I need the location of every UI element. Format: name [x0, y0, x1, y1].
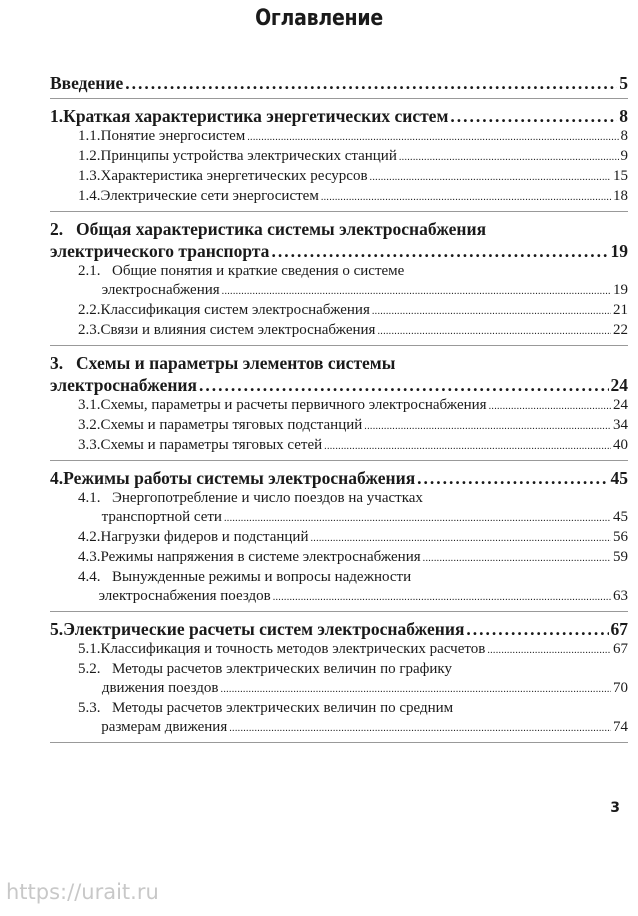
section-number: 1.2.: [78, 148, 101, 164]
section-title: Нагрузки фидеров и подстанций: [100, 529, 309, 545]
section-number: 5.2.: [78, 661, 101, 677]
chapter-number: 2.: [50, 219, 64, 239]
toc-section[interactable]: [50, 528, 628, 548]
section-title: Электрические сети энергосистем: [100, 188, 319, 204]
chapter-page: 67: [610, 619, 628, 639]
section-title: Вынужденные режимы и вопросы надежности: [112, 569, 412, 585]
section-page: 21: [613, 302, 628, 318]
leader-dots: [399, 147, 619, 167]
leader-dots: [125, 72, 617, 94]
section-number: 2.1.: [78, 263, 101, 279]
chapter-page: 24: [610, 375, 628, 395]
section-number: 1.4.: [78, 188, 101, 204]
section-title: Общие понятия и краткие сведения о системе: [112, 263, 405, 279]
section-title: Характеристика энергетических ресурсов: [100, 168, 368, 184]
section-title: Классификация систем электроснабжения: [100, 302, 370, 318]
toc-section[interactable]: [50, 301, 628, 321]
section-title: Энергопотребление и число поездов на участках: [112, 490, 423, 506]
section-number: 2.3.: [78, 322, 101, 338]
toc-section[interactable]: [50, 262, 628, 301]
chapter-title[interactable]: Электрические расчеты систем электроснабжения: [63, 619, 465, 639]
toc-section[interactable]: [50, 127, 628, 147]
section-title: Классификация и точность методов электрических расчетов: [100, 641, 486, 657]
section-page: 74: [613, 719, 628, 735]
toc-section[interactable]: [50, 416, 628, 436]
section-number: 4.4.: [78, 569, 101, 585]
section-title: Схемы и параметры тяговых сетей: [100, 437, 323, 453]
toc-intro: [50, 72, 628, 99]
leader-dots: [271, 240, 608, 262]
leader-dots: [377, 321, 611, 341]
chapter-number: 4.: [50, 468, 64, 488]
section-page: 45: [613, 509, 628, 525]
leader-dots: [222, 281, 611, 301]
toc-section[interactable]: [50, 396, 628, 416]
leader-dots: [224, 508, 611, 528]
leader-dots: [370, 167, 611, 187]
section-title: движения поездов: [101, 680, 219, 696]
toc-section[interactable]: [50, 568, 628, 607]
leader-dots: [364, 416, 611, 436]
chapter-title[interactable]: электрического транспорта: [50, 241, 270, 261]
section-page: 15: [613, 168, 628, 184]
chapter-page: 45: [610, 468, 628, 488]
leader-dots: [321, 187, 611, 207]
section-number: 2.2.: [78, 302, 101, 318]
chapter-title[interactable]: Общая характеристика системы электроснабжения: [76, 219, 487, 239]
section-page: 9: [620, 148, 628, 164]
section-number: 5.3.: [78, 700, 101, 716]
chapter-number: 3.: [50, 353, 64, 373]
toc-section[interactable]: [50, 489, 628, 528]
section-number: 3.1.: [78, 397, 101, 413]
section-number: 3.2.: [78, 417, 101, 433]
leader-dots: [310, 528, 611, 548]
section-number: 1.1.: [78, 128, 101, 144]
toc-section[interactable]: [50, 548, 628, 568]
table-of-contents: [50, 72, 628, 749]
chapter-title[interactable]: электроснабжения: [50, 375, 197, 395]
section-page: 19: [613, 282, 628, 298]
leader-dots: [466, 618, 608, 640]
toc-section[interactable]: [50, 436, 628, 456]
section-page: 34: [613, 417, 628, 433]
leader-dots: [487, 640, 611, 660]
leader-dots: [489, 396, 611, 416]
chapter-title[interactable]: Схемы и параметры элементов системы: [76, 353, 396, 373]
section-title: транспортной сети: [101, 509, 222, 525]
toc-section[interactable]: [50, 660, 628, 699]
section-title: размерам движения: [101, 719, 228, 735]
leader-dots: [324, 436, 611, 456]
section-page: 63: [613, 588, 628, 604]
page-number: 3: [610, 800, 620, 816]
section-title: электроснабжения поездов: [98, 588, 271, 604]
section-page: 22: [613, 322, 628, 338]
section-page: 59: [613, 549, 628, 565]
leader-dots: [247, 127, 618, 147]
section-number: 4.3.: [78, 549, 101, 565]
section-title: Методы расчетов электрических величин по средним: [112, 700, 454, 716]
chapter-page: 8: [619, 106, 628, 126]
section-title: Режимы напряжения в системе электроснабжения: [100, 549, 421, 565]
section-number: 3.3.: [78, 437, 101, 453]
toc-section[interactable]: [50, 699, 628, 738]
section-title: Схемы и параметры тяговых подстанций: [100, 417, 363, 433]
chapter-title[interactable]: Режимы работы системы электроснабжения: [63, 468, 416, 488]
section-page: 24: [613, 397, 628, 413]
toc-chapter-5: [50, 618, 628, 743]
leader-dots: [229, 718, 611, 738]
chapter-number: 5.: [50, 619, 64, 639]
toc-chapter-3: [50, 352, 628, 461]
leader-dots: [417, 467, 608, 489]
leader-dots: [372, 301, 611, 321]
toc-intro-label[interactable]: Введение: [50, 73, 124, 93]
section-title: Связи и влияния систем электроснабжения: [100, 322, 376, 338]
toc-section[interactable]: [50, 147, 628, 167]
section-page: 67: [613, 641, 628, 657]
section-number: 5.1.: [78, 641, 101, 657]
section-title: электроснабжения: [101, 282, 220, 298]
section-number: 4.2.: [78, 529, 101, 545]
section-number: 4.1.: [78, 490, 101, 506]
toc-section[interactable]: [50, 640, 628, 660]
leader-dots: [450, 105, 617, 127]
toc-chapter-2: [50, 218, 628, 346]
section-title: Принципы устройства электрических станций: [100, 148, 397, 164]
toc-chapter-4: [50, 467, 628, 612]
section-page: 70: [613, 680, 628, 696]
section-title: Схемы, параметры и расчеты первичного электроснабжения: [100, 397, 487, 413]
chapter-title[interactable]: Краткая характеристика энергетических систем: [63, 106, 449, 126]
chapter-number: 1.: [50, 106, 64, 126]
leader-dots: [423, 548, 611, 568]
leader-dots: [221, 679, 611, 699]
watermark: https://urait.ru: [6, 880, 159, 904]
toc-chapter-1: [50, 105, 628, 212]
section-title: Понятие энергосистем: [100, 128, 246, 144]
section-number: 1.3.: [78, 168, 101, 184]
toc-section[interactable]: [50, 321, 628, 341]
chapter-page: 19: [610, 241, 628, 261]
section-page: 8: [620, 128, 628, 144]
leader-dots: [273, 587, 611, 607]
section-page: 56: [613, 529, 628, 545]
toc-section[interactable]: [50, 167, 628, 187]
page-title: Оглавление: [255, 6, 383, 31]
toc-section[interactable]: [50, 187, 628, 207]
section-title: Методы расчетов электрических величин по графику: [112, 661, 452, 677]
leader-dots: [199, 374, 609, 396]
section-page: 40: [613, 437, 628, 453]
section-page: 18: [613, 188, 628, 204]
toc-intro-page: 5: [619, 73, 628, 93]
